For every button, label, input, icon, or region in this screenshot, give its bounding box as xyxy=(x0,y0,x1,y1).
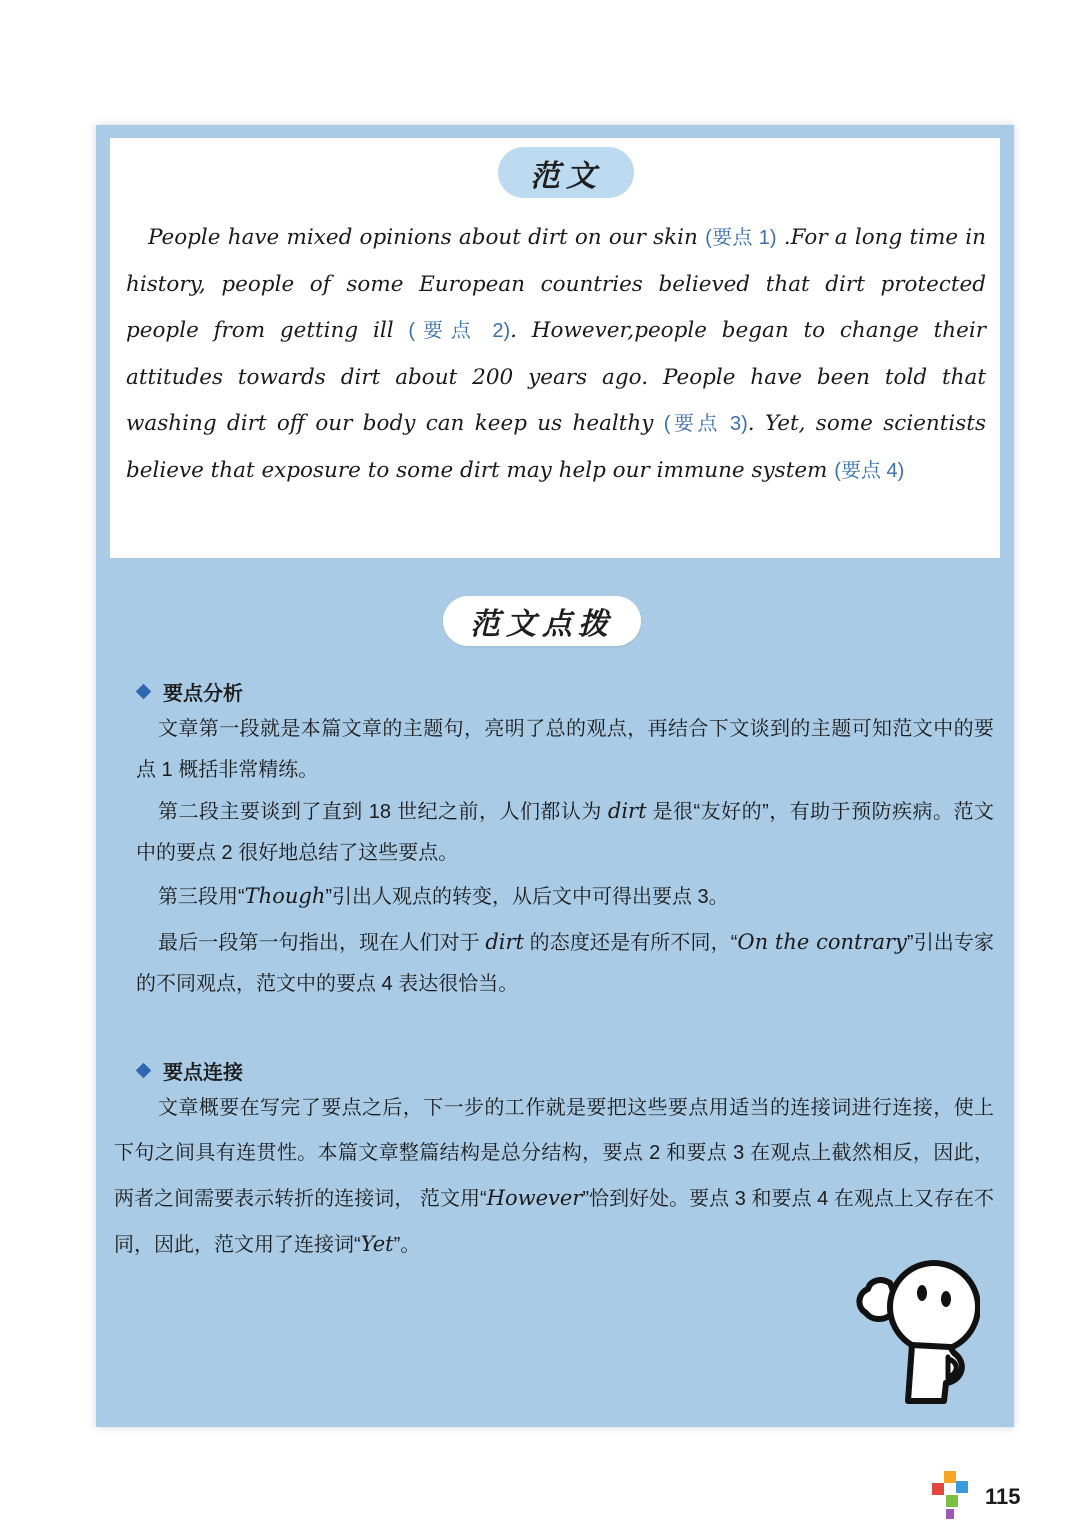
text-run: 最后一段第一句指出，现在人们对于 xyxy=(158,932,486,954)
commentary-title: 范文点拨 xyxy=(470,607,614,642)
text-run: ”引出专家的不同观点，范文中的要点 4 表达很恰当。 xyxy=(136,932,995,995)
text-run: ”恰到好处。要点 3 和要点 4 在观点上又存在不同，因此，范文用了连接词“ xyxy=(114,1188,994,1256)
key-point-3: (要点 3) xyxy=(663,413,748,436)
italic-word: Yet xyxy=(360,1232,394,1256)
essay-title: 范文 xyxy=(530,158,602,194)
mascot-thumbs-up-icon xyxy=(850,1255,980,1405)
page-number: 115 xyxy=(985,1484,1021,1509)
key-point-4: (要点 4) xyxy=(834,459,905,482)
italic-word: dirt xyxy=(607,799,647,823)
text-run: 第三段用“ xyxy=(158,886,245,908)
analysis-paragraph-3 xyxy=(136,876,994,918)
essay-text: People have mixed opinions about dirt on our skin xyxy=(148,225,706,250)
model-essay xyxy=(126,215,986,495)
diamond-bullet-icon xyxy=(136,1063,152,1079)
commentary-title-badge xyxy=(443,596,641,646)
italic-word: dirt xyxy=(485,930,524,954)
italic-word: However xyxy=(486,1186,583,1210)
analysis-heading xyxy=(136,677,243,706)
essay-text: .For a long time in history, people of some European countries believed that dirt protected people from getting ill xyxy=(126,225,987,344)
analysis-paragraph-1: 文章第一段就是本篇文章的主题句，亮明了总的观点，再结合下文谈到的主题可知范文中的要点 1 概括非常精练。 xyxy=(136,718,994,781)
text-run: ”。 xyxy=(393,1234,421,1256)
key-point-2: (要点 2) xyxy=(408,320,511,343)
key-point-1: (要点 1) xyxy=(705,227,777,249)
text-run: 第二段主要谈到了直到 18 世纪之前，人们都认为 xyxy=(158,801,608,823)
italic-word: Though xyxy=(244,884,326,908)
connection-heading xyxy=(136,1056,243,1085)
italic-phrase: On the contrary xyxy=(737,930,907,954)
text-run: ”引出人观点的转变，从后文中可得出要点 3。 xyxy=(325,886,729,908)
essay-text: . Yet, some scientists believe that exposure to some dirt may help our immune system xyxy=(126,411,986,483)
text-run: 文章概要在写完了要点之后，下一步的工作就是要把这些要点用适当的连接词进行连接，使上下句之间具有连贯性。本篇文章整篇结构是总分结构，要点 2 和要点 3 在观点上截然相反，因此，两者之间需要表示转折的连接词， 范文用“ xyxy=(114,1097,994,1210)
analysis-paragraph-4 xyxy=(136,922,994,1005)
publisher-logo-icon xyxy=(932,1471,972,1523)
analysis-heading-text: 要点分析 xyxy=(163,683,243,705)
diamond-bullet-icon xyxy=(136,684,152,700)
essay-text: . However,people began to change their attitudes towards dirt about 200 years ago. People have been told that washing dirt off our body can keep us healthy xyxy=(126,318,986,437)
essay-title-badge xyxy=(498,147,634,198)
analysis-paragraph-2 xyxy=(136,791,994,874)
connection-heading-text: 要点连接 xyxy=(163,1062,243,1084)
text-run: 是很“友好的”，有助于预防疾病。范文中的要点 2 很好地总结了这些要点。 xyxy=(136,801,994,864)
text-run: 的态度还是有所不同，“ xyxy=(524,932,738,954)
connection-paragraph xyxy=(114,1086,994,1268)
